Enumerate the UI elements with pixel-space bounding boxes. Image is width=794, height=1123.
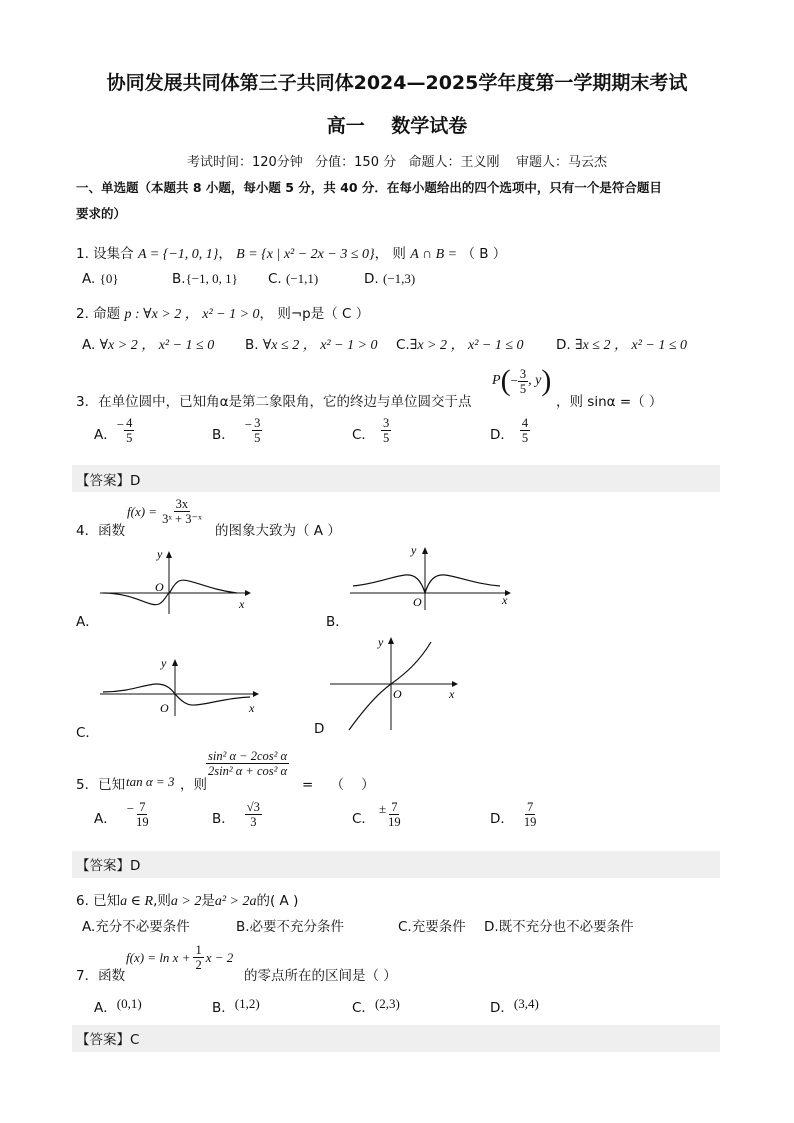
q7-prefix: 7．函数	[76, 968, 126, 984]
q7-option-c[interactable]: C．(2,3)	[352, 996, 400, 1016]
svg-text:x: x	[502, 593, 508, 607]
q1-option-c[interactable]: C. (−1,1)	[268, 271, 319, 287]
svg-text:O: O	[160, 701, 169, 715]
q4-prefix: 4．函数	[76, 523, 126, 539]
q4-graph-c[interactable]	[95, 654, 265, 719]
q4-label-d: D	[314, 721, 325, 737]
q6-option-b[interactable]: B.必要不充分条件	[236, 919, 345, 935]
svg-text:O: O	[393, 687, 402, 701]
q4-label-b: B．	[326, 614, 349, 630]
q5-option-a[interactable]: A． − $\frac{7}{19}$	[94, 800, 149, 829]
q3-answer-bar	[72, 465, 720, 492]
q3-answer: 【答案】D	[76, 473, 141, 489]
q2-option-c[interactable]: C.∃x > 2 ， x² − 1 ≤ 0	[396, 337, 524, 353]
svg-text:y: y	[411, 543, 417, 557]
q3-option-a[interactable]: A． − $\frac{4}{5}$	[94, 416, 133, 445]
q5-expression: $\frac{\text{sin² α − 2cos² α}}{\text{2sin² α + cos² α}}$	[208, 749, 288, 778]
q1-option-d[interactable]: D. (−1,3)	[364, 271, 416, 287]
q5-answer-bar	[72, 851, 720, 878]
svg-text:O: O	[155, 580, 164, 594]
svg-text:x: x	[449, 687, 455, 701]
q3-ask: ，则 sinα =（ ）	[556, 394, 663, 410]
q6-stem: 6. 已知a ∈ R,则a > 2是a² > 2a的( A )	[76, 893, 299, 909]
q4-graph-a[interactable]	[95, 546, 255, 616]
svg-text:x: x	[249, 701, 255, 715]
q5-option-d[interactable]: D． $\frac{7}{19}$	[490, 800, 537, 829]
section-heading-line1: 一、单选题（本题共 8 小题，每小题 5 分，共 40 分．在每小题给出的四个选项中，只有一个是符合题目	[76, 180, 662, 195]
q4-graph-d[interactable]	[327, 632, 467, 732]
q5-option-c[interactable]: C． ± $\frac{7}{19}$	[352, 800, 401, 829]
q7-option-b[interactable]: B．(1,2)	[212, 996, 260, 1016]
q4-label-c: C．	[76, 725, 99, 741]
q3-point: P ( − $\frac{3}{5}$ , y )	[492, 364, 552, 397]
q5-prefix: 5．已知	[76, 777, 126, 793]
exam-title: 协同发展共同体第三子共同体2024—2025学年度第一学期期末考试	[106, 72, 688, 94]
q7-ask: 的零点所在的区间是（ ）	[244, 968, 397, 984]
svg-text:x: x	[239, 597, 245, 611]
q6-option-a[interactable]: A.充分不必要条件	[82, 919, 190, 935]
q5-answer: 【答案】D	[76, 858, 141, 874]
q5-option-b[interactable]: B． $\frac{√3}{3}$	[212, 800, 260, 829]
q5-given: tan α = 3	[126, 774, 175, 789]
q7-option-d[interactable]: D．(3,4)	[490, 996, 539, 1016]
q2-option-a[interactable]: A. ∀x > 2 ， x² − 1 ≤ 0	[82, 337, 215, 353]
q7-answer: 【答案】C	[76, 1032, 140, 1048]
q3-option-c[interactable]: C． $\frac{3}{5}$	[352, 416, 390, 445]
exam-subtitle: 高一 数学试卷	[326, 115, 468, 137]
q3-option-b[interactable]: B． − $\frac{3}{5}$	[212, 416, 261, 445]
q3-option-d[interactable]: D． $\frac{4}{5}$	[490, 416, 529, 445]
q5-tail: = （ ）	[302, 777, 375, 793]
q5-ask: ，则	[180, 777, 207, 793]
q2-option-d[interactable]: D. ∃x ≤ 2 ， x² − 1 ≤ 0	[556, 337, 688, 353]
q6-option-c[interactable]: C.充要条件	[398, 919, 466, 935]
q1-option-a[interactable]: A. {0}	[82, 271, 119, 287]
q1-stem: 1. 设集合 A = {−1, 0, 1}， B = {x | x² − 2x − 3 ≤ 0}， 则 A ∩ B = （ B ）	[76, 246, 507, 262]
svg-text:y: y	[161, 656, 167, 670]
q2-option-b[interactable]: B. ∀x ≤ 2 ， x² − 1 > 0	[245, 337, 378, 353]
svg-text:y: y	[157, 547, 163, 561]
section-heading-line2: 要求的）	[76, 206, 127, 221]
exam-info: 考试时间：120分钟 分值：150 分 命题人：王义刚 审题人：马云杰	[186, 155, 608, 170]
q7-function: f(x) = ln x + $\frac{1}{2}$ x − 2	[126, 943, 234, 972]
q4-function: f(x) = $\frac{3x}{\text{3ˣ + 3⁻ˣ}}$	[127, 497, 202, 526]
q1-option-b[interactable]: B.{−1, 0, 1}	[172, 271, 238, 287]
q4-label-a: A．	[76, 614, 99, 630]
q4-ask: 的图象大致为（ A ）	[215, 523, 341, 539]
q3-stem: 3．在单位圆中，已知角α是第二象限角，它的终边与单位圆交于点	[76, 394, 472, 410]
q4-graph-b[interactable]	[345, 542, 515, 612]
svg-text:O: O	[413, 595, 422, 609]
svg-text:y: y	[378, 635, 384, 649]
q2-stem: 2. 命题 p : ∀x > 2 ， x² − 1 > 0， 则¬p是（ C ）	[76, 306, 370, 322]
q6-option-d[interactable]: D.既不充分也不必要条件	[484, 919, 634, 935]
q7-answer-bar	[72, 1025, 720, 1052]
q7-option-a[interactable]: A．(0,1)	[94, 996, 142, 1016]
